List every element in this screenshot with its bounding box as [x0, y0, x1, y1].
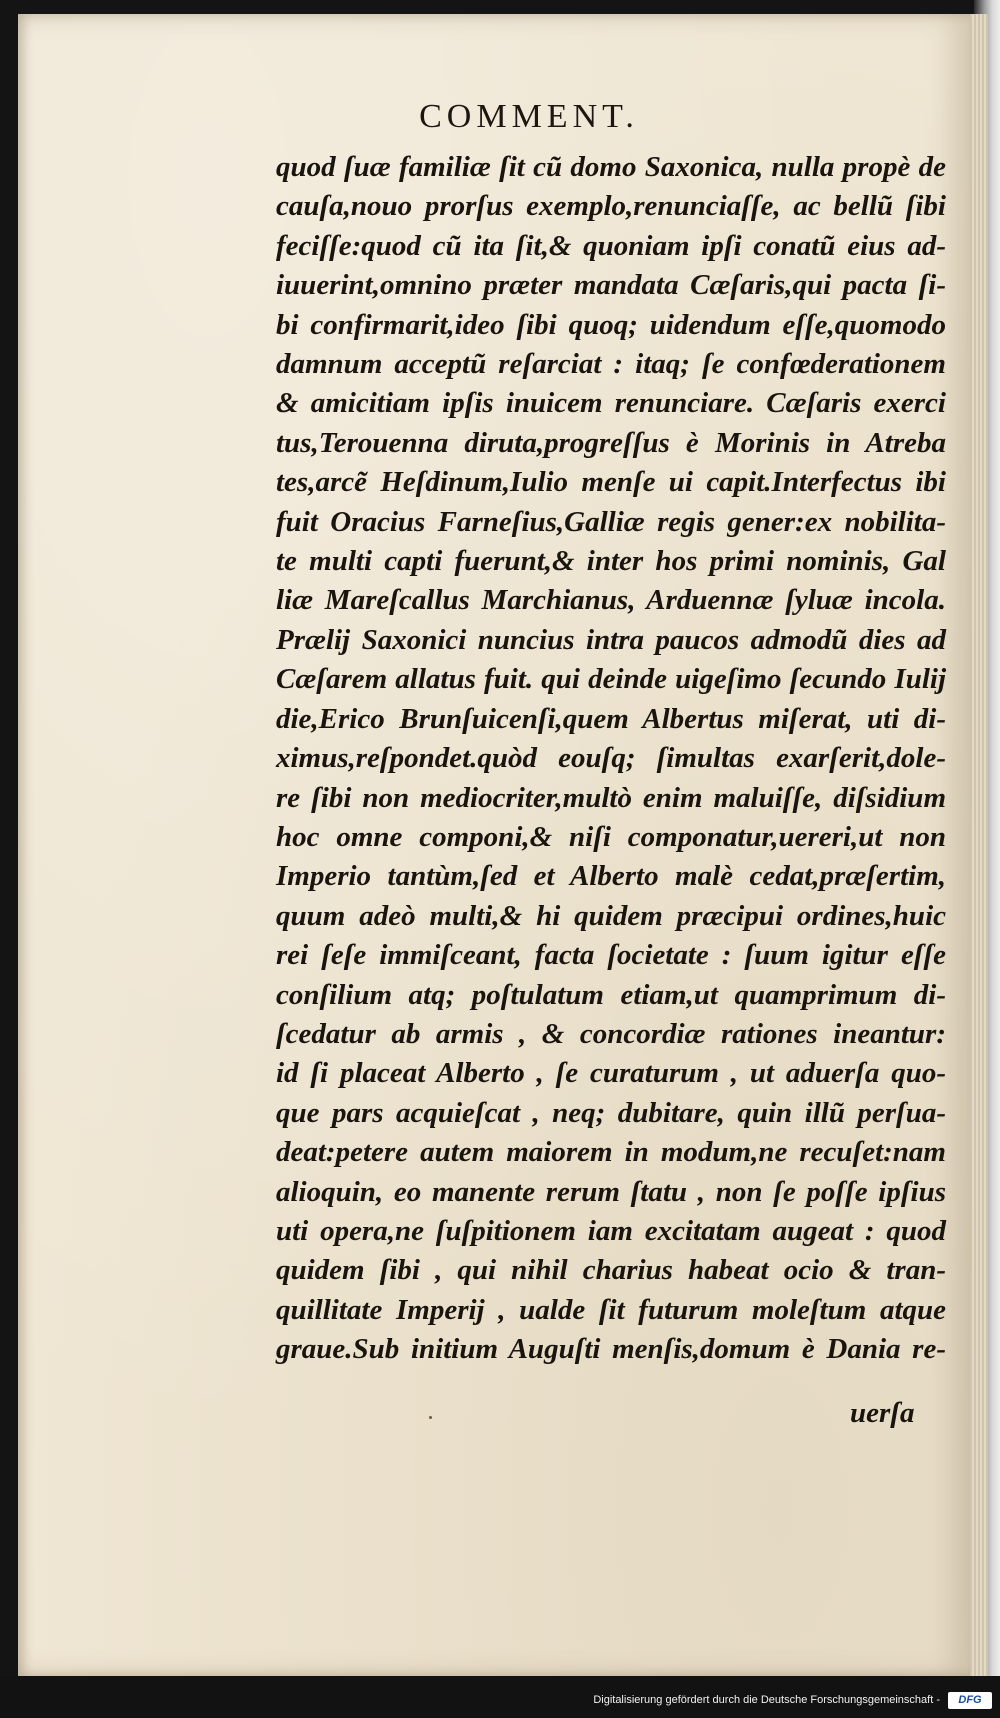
text-line: Imperio tantùm,ſed et Alberto malè cedat,præſertim,: [276, 860, 946, 893]
dfg-logo: DFG: [948, 1692, 992, 1709]
text-line: re ſibi non mediocriter,multò enim maluiſſe, diſsidium: [276, 781, 946, 814]
text-line: feciſſe:quod cũ ita ſit,& quoniam ipſi conatũ eius ad-: [276, 229, 946, 262]
text-line: que pars acquieſcat , neq; dubitare, quin illũ perſua-: [276, 1096, 946, 1129]
text-line: damnum acceptũ reſarciat : itaq; ſe confœderationem: [276, 348, 946, 381]
running-head: COMMENT.: [419, 98, 639, 135]
text-line: iuuerint,omnino præter mandata Cæſaris,qui pacta ſi-: [276, 269, 946, 302]
text-line: tus,Terouenna diruta,progreſſus è Morinis in Atreba: [276, 426, 946, 459]
text-line: id ſi placeat Alberto , ſe curaturum , ut aduerſa quo-: [276, 1057, 946, 1090]
text-line: graue.Sub initium Auguſti menſis,domum è Dania re-: [276, 1333, 946, 1366]
text-line: quillitate Imperij , ualde ſit futurum moleſtum atque: [276, 1293, 946, 1326]
page-edge: [970, 14, 988, 1676]
text-line: Prælij Saxonici nuncius intra paucos admodũ dies ad: [276, 623, 946, 656]
text-line: alioquin, eo manente rerum ſtatu , non ſe poſſe ipſius: [276, 1175, 946, 1208]
text-line: liæ Mareſcallus Marchianus, Arduennæ ſyluæ incola.: [276, 584, 946, 617]
text-line: cauſa,nouo prorſus exemplo,renunciaſſe, ac bellũ ſibi: [276, 190, 946, 223]
text-line: die,Erico Brunſuicenſi,quem Albertus miſerat, uti di-: [276, 702, 946, 735]
text-line: fuit Oracius Farneſius,Galliæ regis gener:ex nobilita-: [276, 505, 946, 538]
text-line: & amicitiam ipſis inuicem renunciare. Cæſaris exerci: [276, 387, 946, 420]
catchword: uerſa: [850, 1397, 915, 1429]
text-line: conſilium atq; poſtulatum etiam,ut quamprimum di-: [276, 978, 946, 1011]
text-line: te multi capti fuerunt,& inter hos primi nominis, Gal: [276, 545, 946, 578]
text-line: tes,arcẽ Heſdinum,Iulio menſe ui capit.Interfectus ibi: [276, 466, 946, 499]
text-line: quum adeò multi,& hi quidem præcipui ordines,huic: [276, 899, 946, 932]
text-line: rei ſeſe immiſceant, facta ſocietate : ſuum igitur eſſe: [276, 939, 946, 972]
body-text: [276, 148, 946, 1370]
ink-speck: [429, 1416, 432, 1419]
text-line: Cæſarem allatus fuit. qui deinde uigeſimo ſecundo Iulij: [276, 663, 946, 696]
text-line: hoc omne componi,& niſi componatur,uereri,ut non: [276, 820, 946, 853]
text-line: uti opera,ne ſuſpitionem iam excitatam augeat : quod: [276, 1214, 946, 1247]
footer-bar: [0, 1676, 1000, 1718]
text-line: ximus,reſpondet.quòd eouſq; ſimultas exarſerit,dole-: [276, 742, 946, 775]
text-line: quidem ſibi , qui nihil charius habeat ocio & tran-: [276, 1254, 946, 1287]
text-line: deat:petere autem maiorem in modum,ne recuſet:nam: [276, 1136, 946, 1169]
text-line: ſcedatur ab armis , & concordiæ rationes ineantur:: [276, 1017, 946, 1050]
text-line: bi confirmarit,ideo ſibi quoq; uidendum eſſe,quomodo: [276, 308, 946, 341]
footer-credit: Digitalisierung gefördert durch die Deutsche Forschungsgemeinschaft -: [593, 1694, 940, 1706]
book-page: [18, 14, 970, 1676]
text-line: quod ſuæ familiæ ſit cũ domo Saxonica, nulla propè de: [276, 151, 946, 183]
